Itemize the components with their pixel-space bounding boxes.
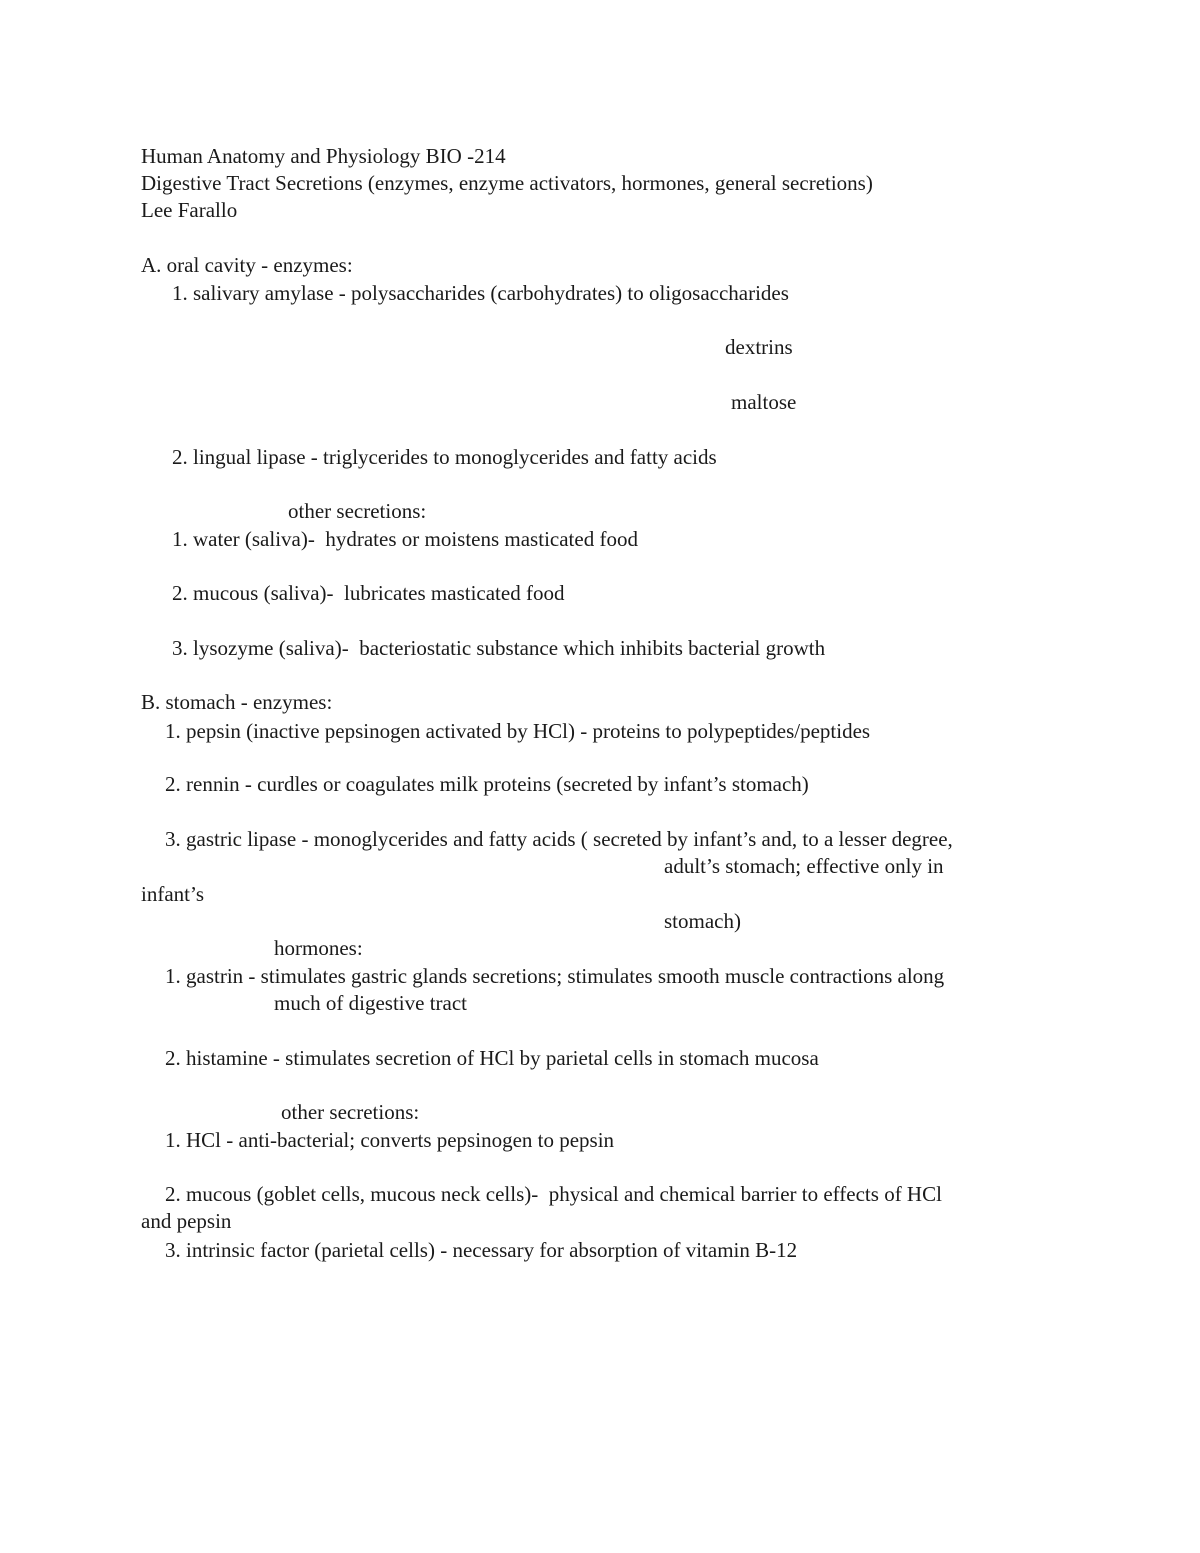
author-name: Lee Farallo	[141, 198, 238, 222]
oral-enzyme-product-dextrins: dextrins	[725, 335, 793, 359]
oral-enzyme-item-2: 2. lingual lipase - triglycerides to monoglycerides and fatty acids	[172, 445, 717, 469]
oral-other-item-2: 2. mucous (saliva)- lubricates masticated food	[172, 581, 565, 605]
oral-other-item-3: 3. lysozyme (saliva)- bacteriostatic substance which inhibits bacterial growth	[172, 636, 826, 660]
stomach-other-item-3: 3. intrinsic factor (parietal cells) - necessary for absorption of vitamin B-12	[165, 1238, 798, 1262]
stomach-enzyme-item-3-line-4: stomach)	[664, 909, 741, 933]
oral-other-secretions-heading: other secretions:	[288, 499, 427, 523]
stomach-hormone-item-1-line-2: much of digestive tract	[274, 991, 468, 1015]
stomach-enzyme-item-3-line-2: adult’s stomach; effective only in	[664, 854, 944, 878]
section-b-heading: B. stomach - enzymes:	[141, 690, 333, 714]
stomach-enzyme-item-3-line-1: 3. gastric lipase - monoglycerides and fatty acids ( secreted by infant’s and, to a lesser degree,	[165, 827, 953, 851]
oral-enzyme-item-1: 1. salivary amylase - polysaccharides (carbohydrates) to oligosaccharides	[172, 281, 789, 305]
stomach-enzyme-item-3-line-3: infant’s	[141, 882, 204, 906]
document-subject: Digestive Tract Secretions (enzymes, enzyme activators, hormones, general secretions)	[141, 171, 873, 195]
stomach-other-item-2-line-1: 2. mucous (goblet cells, mucous neck cells)- physical and chemical barrier to effects of HCl	[165, 1182, 942, 1206]
stomach-hormones-heading: hormones:	[274, 936, 363, 960]
stomach-hormone-item-2: 2. histamine - stimulates secretion of HCl by parietal cells in stomach mucosa	[165, 1046, 819, 1070]
section-a-heading: A. oral cavity - enzymes:	[141, 253, 353, 277]
oral-other-item-1: 1. water (saliva)- hydrates or moistens masticated food	[172, 527, 638, 551]
oral-enzyme-product-maltose: maltose	[731, 390, 797, 414]
course-title: Human Anatomy and Physiology BIO -214	[141, 144, 506, 168]
stomach-other-item-1: 1. HCl - anti-bacterial; converts pepsinogen to pepsin	[165, 1128, 615, 1152]
stomach-enzyme-item-1: 1. pepsin (inactive pepsinogen activated by HCl) - proteins to polypeptides/peptides	[165, 719, 871, 743]
stomach-enzyme-item-2: 2. rennin - curdles or coagulates milk proteins (secreted by infant’s stomach)	[165, 772, 809, 796]
stomach-hormone-item-1-line-1: 1. gastrin - stimulates gastric glands secretions; stimulates smooth muscle contractions along	[165, 964, 945, 988]
stomach-other-secretions-heading: other secretions:	[281, 1100, 420, 1124]
stomach-other-item-2-line-2: and pepsin	[141, 1209, 232, 1233]
